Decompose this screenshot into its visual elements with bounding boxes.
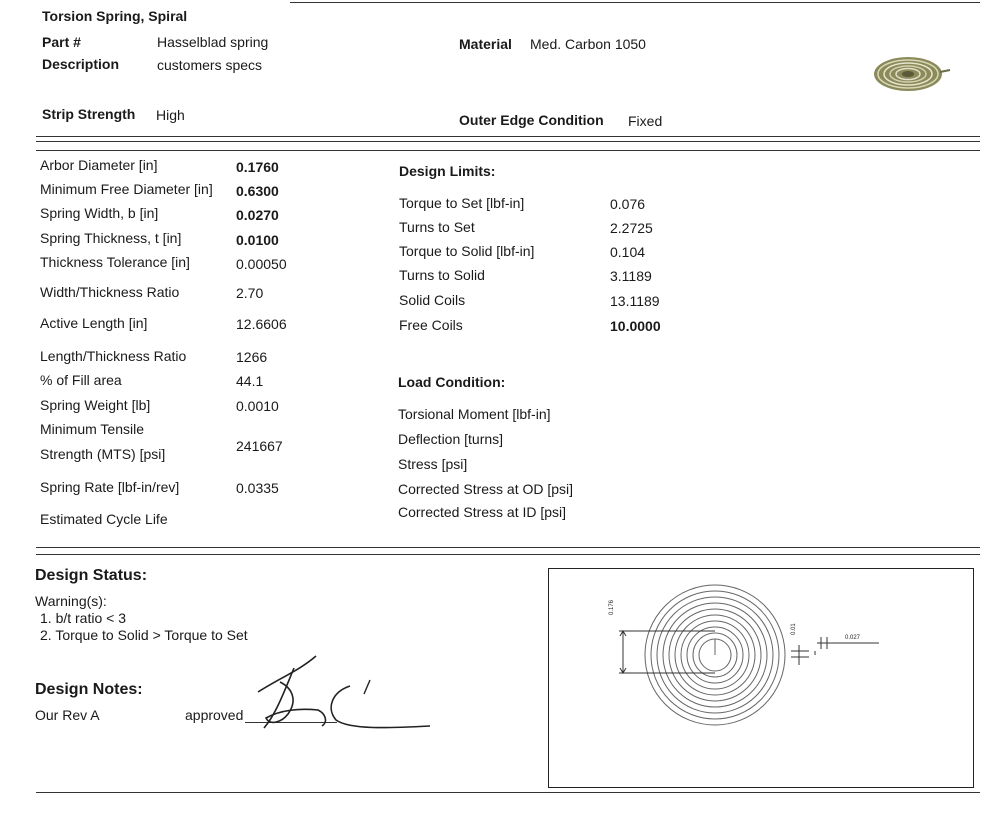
spring-photo-image [868, 50, 952, 100]
param-label: Minimum Free Diameter [in] [40, 181, 213, 197]
outer-edge-value: Fixed [628, 113, 663, 129]
param-label: Estimated Cycle Life [40, 511, 168, 527]
limit-value: 13.1189 [610, 293, 660, 309]
spring-drawing-svg [549, 569, 973, 787]
load-label: Stress [psi] [398, 456, 468, 472]
param-label: Arbor Diameter [in] [40, 157, 158, 173]
section-rule-2 [36, 554, 980, 555]
warning-item: 1. b/t ratio < 3 [40, 610, 126, 626]
material-label: Material [459, 36, 512, 52]
load-label: Torsional Moment [lbf-in] [398, 406, 551, 422]
strip-strength-value: High [156, 107, 185, 123]
load-label: Corrected Stress at OD [psi] [398, 481, 574, 497]
param-value: 0.6300 [236, 183, 279, 199]
limit-label: Turns to Set [399, 219, 475, 235]
limit-label: Torque to Solid [lbf-in] [399, 243, 535, 259]
param-label: Spring Thickness, t [in] [40, 230, 182, 246]
param-value: 0.0100 [236, 232, 279, 248]
limit-label: Free Coils [399, 317, 463, 333]
dim-thickness-label: 0.01 [791, 623, 797, 635]
param-value: 241667 [236, 438, 283, 454]
bottom-rule [36, 792, 980, 793]
load-condition-heading: Load Condition: [398, 374, 506, 390]
material-value: Med. Carbon 1050 [530, 36, 646, 52]
design-limits-heading: Design Limits: [399, 163, 496, 179]
limit-value: 3.1189 [610, 268, 652, 284]
param-value: 0.0010 [236, 398, 279, 414]
param-label: % of Fill area [40, 372, 122, 388]
dim-arbor-label: 0.176 [609, 599, 615, 615]
description-value: customers specs [157, 57, 263, 73]
header-rule-2 [36, 141, 980, 142]
limit-label: Torque to Set [lbf-in] [399, 195, 525, 211]
param-label-line2: Strength (MTS) [psi] [40, 446, 166, 462]
warnings-label: Warning(s): [35, 593, 107, 609]
param-label: Length/Thickness Ratio [40, 348, 187, 364]
param-label: Active Length [in] [40, 315, 148, 331]
param-row [40, 157, 157, 173]
param-label: Spring Weight [lb] [40, 397, 151, 413]
design-notes-heading: Design Notes: [35, 681, 143, 698]
design-status-heading: Design Status: [35, 567, 148, 584]
document-title: Torsion Spring, Spiral [42, 8, 188, 24]
top-rule [290, 2, 980, 3]
spring-drawing [548, 568, 974, 788]
limit-label: Turns to Solid [399, 267, 485, 283]
dim-width-label: 0.027 [845, 635, 861, 641]
param-value: 12.6606 [236, 316, 287, 332]
param-value: 0.0335 [236, 480, 279, 496]
load-label: Deflection [turns] [398, 431, 504, 447]
param-label: Spring Width, b [in] [40, 205, 159, 221]
limit-value: 10.0000 [610, 318, 661, 334]
param-value: 2.70 [236, 285, 264, 301]
param-value: 0.00050 [236, 256, 287, 272]
header-rule-3 [36, 150, 980, 151]
limit-value: 0.076 [610, 196, 646, 212]
param-label: Thickness Tolerance [in] [40, 254, 190, 270]
part-value: Hasselblad spring [157, 34, 269, 50]
param-label: Spring Rate [lbf-in/rev] [40, 479, 180, 495]
param-value: 44.1 [236, 373, 264, 389]
limit-label: Solid Coils [399, 292, 466, 308]
limit-value: 0.104 [610, 244, 646, 260]
param-value: 0.1760 [236, 159, 279, 175]
param-label: Minimum Tensile [40, 421, 144, 437]
param-label: Width/Thickness Ratio [40, 284, 180, 300]
design-note: Our Rev A [35, 707, 100, 723]
strip-strength-label: Strip Strength [42, 106, 136, 122]
warning-item: 2. Torque to Solid > Torque to Set [40, 627, 248, 643]
outer-edge-label: Outer Edge Condition [459, 112, 604, 128]
load-label: Corrected Stress at ID [psi] [398, 504, 567, 520]
approved-label: approved [185, 707, 244, 723]
header-rule-1 [36, 136, 980, 137]
part-label: Part # [42, 34, 81, 50]
param-value: 0.0270 [236, 207, 279, 223]
section-rule-1 [36, 547, 980, 548]
limit-value: 2.2725 [610, 220, 653, 236]
signature [240, 648, 440, 738]
param-value: 1266 [236, 349, 268, 365]
description-label: Description [42, 56, 120, 72]
